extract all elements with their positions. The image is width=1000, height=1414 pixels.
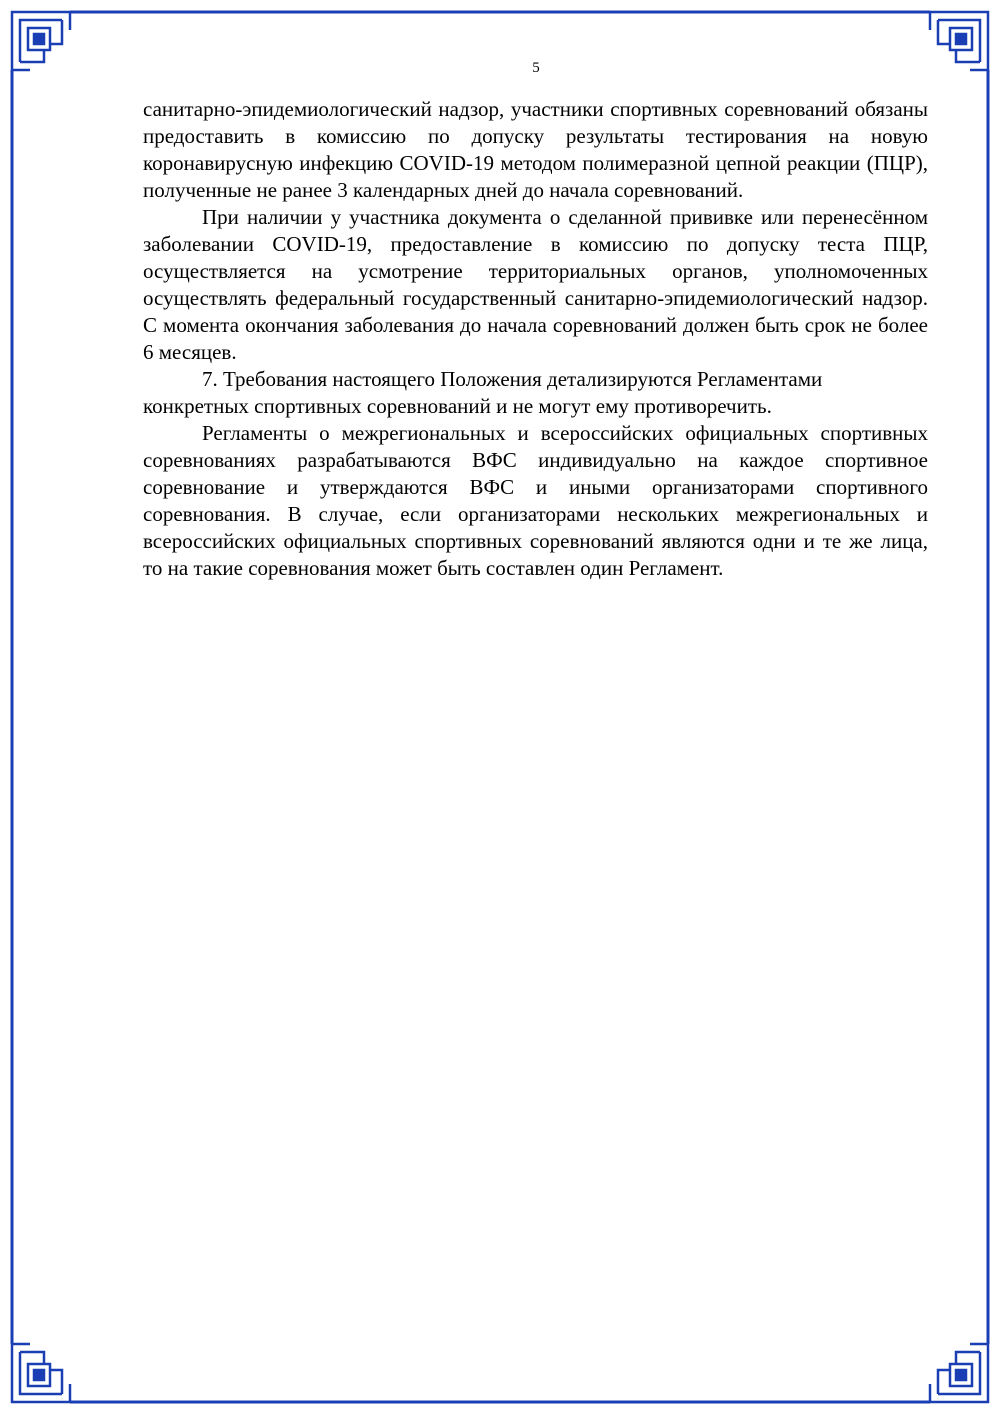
paragraph-3-item-7: 7. Требования настоящего Положения детализируются Регламентами конкретных спортивных соревнований и не могут ему противоречить.: [143, 367, 823, 418]
corner-ornament-bottom-right: [930, 1344, 988, 1402]
paragraph-2: При наличии у участника документа о сделанной прививке или перенесённом заболевании COVID-19, предоставление в комиссию по допуску теста ПЦР, осуществляется на усмотрение территориальных органов, уполномоченных осуществлять федеральный государственный санитарно-эпидемиологический надзор. С момента окончания заболевания до начала соревнований должен быть срок не более 6 месяцев.: [143, 205, 928, 364]
body-text: [143, 96, 928, 582]
corner-ornament-bottom-left: [12, 1344, 70, 1402]
paragraph-1: санитарно-эпидемиологический надзор, участники спортивных соревнований обязаны предоставить в комиссию по допуску результаты тестирования на новую коронавирусную инфекцию COVID-19 методом полимеразной цепной реакции (ПЦР), полученные не ранее 3 календарных дней до начала соревнований.: [143, 97, 928, 202]
page-number: 5: [532, 60, 540, 76]
paragraph-4: Регламенты о межрегиональных и всероссийских официальных спортивных соревнованиях разрабатываются ВФС индивидуально на каждое спортивное соревнование и утверждаются ВФС и иными организаторами спортивного соревнования. В случае, если организаторами нескольких межрегиональных и всероссийских официальных спортивных соревнований являются одни и те же лица, то на такие соревнования может быть составлен один Регламент.: [143, 421, 928, 580]
